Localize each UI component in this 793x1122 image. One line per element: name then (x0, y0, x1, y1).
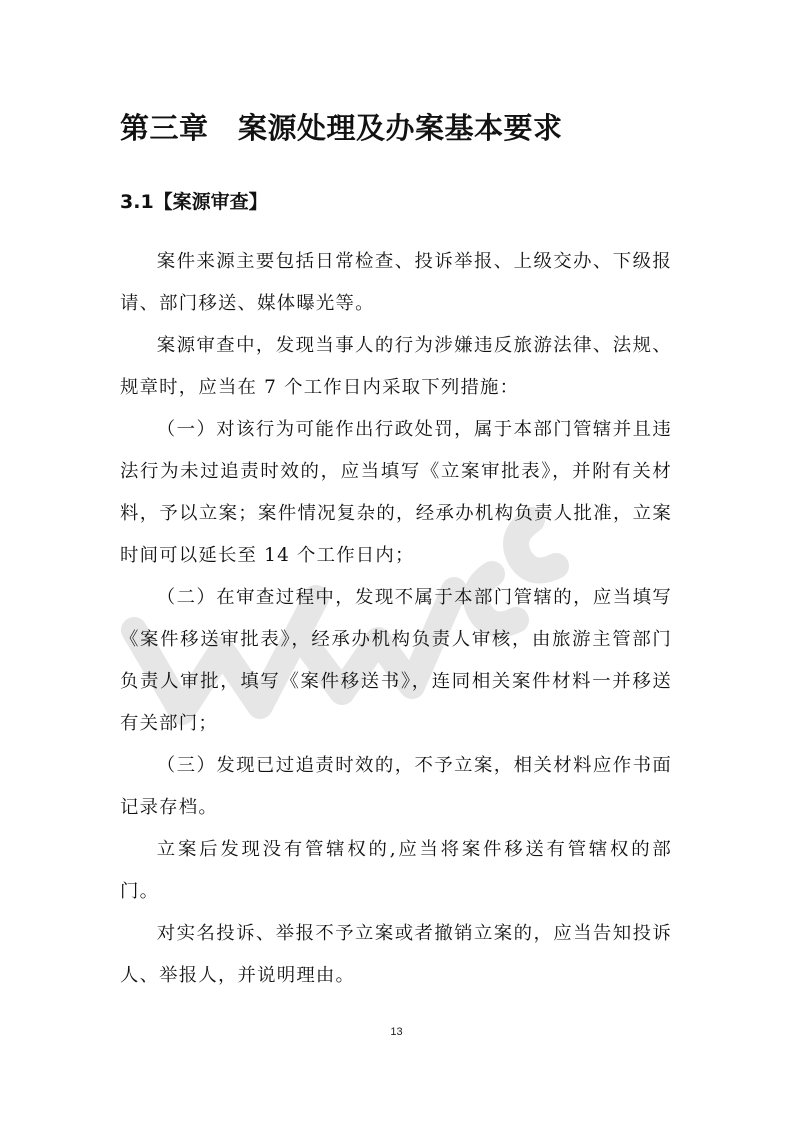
body-text (120, 241, 672, 997)
paragraph-item-1: （一）对该行为可能作出行政处罚，属于本部门管辖并且违法行为未过追责时效的，应当填写《立案审批表》，并附有关材料，予以立案；案件情况复杂的，经承办机构负责人批准，立案时间可以延长至 14 个工作日内； (120, 419, 672, 566)
page-number: 13 (390, 1026, 403, 1038)
paragraph-item-2: （二）在审查过程中，发现不属于本部门管辖的，应当填写《案件移送审批表》，经承办机构负责人审核，由旅游主管部门负责人审批，填写《案件移送书》，连同相关案件材料一并移送有关部门； (120, 587, 672, 734)
paragraph-notify: 对实名投诉、举报不予立案或者撤销立案的，应当告知投诉人、举报人，并说明理由。 (120, 923, 672, 986)
paragraph-item-3: （三）发现已过追责时效的，不予立案，相关材料应作书面记录存档。 (120, 755, 672, 818)
section-title: 3.1【案源审查】 (120, 191, 268, 213)
paragraph-review-measures: 案源审查中，发现当事人的行为涉嫌违反旅游法律、法规、规章时，应当在 7 个工作日内采取下列措施： (120, 335, 672, 398)
paragraph-transfer: 立案后发现没有管辖权的,应当将案件移送有管辖权的部门。 (120, 839, 672, 902)
chapter-title: 第三章 案源处理及办案基本要求 (120, 111, 563, 145)
paragraph-case-sources: 案件来源主要包括日常检查、投诉举报、上级交办、下级报请、部门移送、媒体曝光等。 (120, 251, 672, 314)
